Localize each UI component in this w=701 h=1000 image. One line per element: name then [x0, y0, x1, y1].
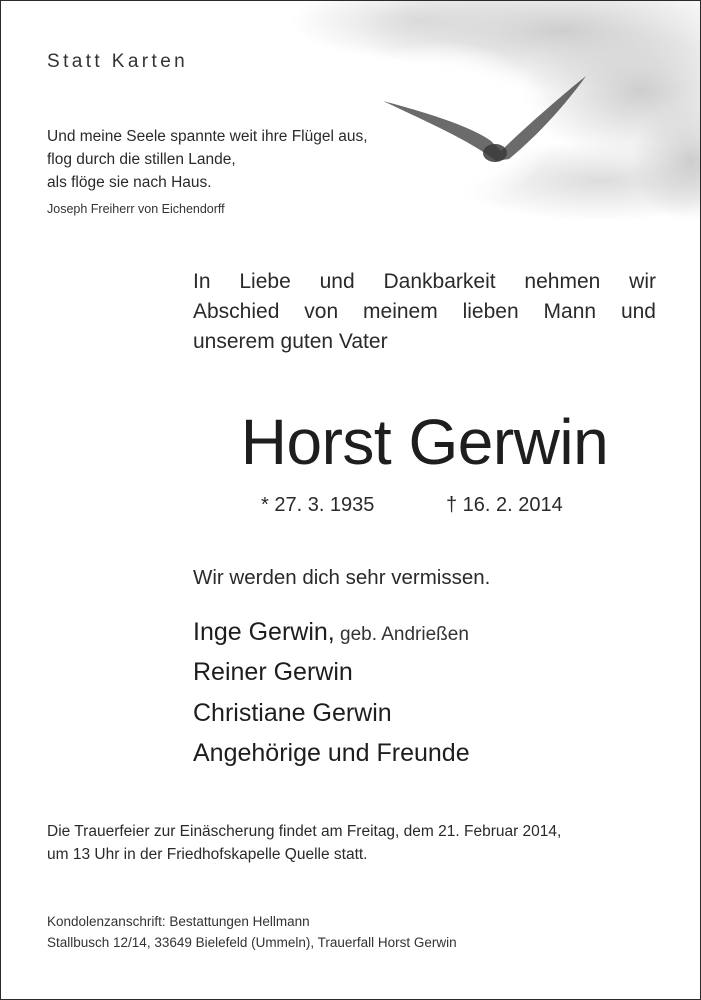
poem: [47, 125, 368, 194]
poem-line: flog durch die stillen Lande,: [47, 151, 236, 168]
mourner-name: Reiner Gerwin: [193, 658, 353, 686]
farewell-text: Wir werden dich sehr vermissen.: [193, 566, 491, 589]
intro-text: [193, 267, 656, 357]
condolence-address: [47, 911, 457, 953]
condolence-line: Stallbusch 12/14, 33649 Bielefeld (Ummeln), Trauerfall Horst Gerwin: [47, 935, 457, 950]
mourner-entry: [193, 658, 353, 687]
poem-line: Und meine Seele spannte weit ihre Flügel aus,: [47, 128, 368, 145]
mourner-name: Christiane Gerwin: [193, 699, 392, 727]
death-date: † 16. 2. 2014: [446, 494, 563, 516]
mourner-entry: [193, 739, 470, 768]
mourner-name: Angehörige und Freunde: [193, 739, 470, 767]
mourner-entry: [193, 699, 392, 728]
poem-author: Joseph Freiherr von Eichendorff: [47, 202, 225, 216]
service-info: [47, 820, 561, 866]
deceased-name: [1, 405, 700, 479]
service-line: um 13 Uhr in der Friedhofskapelle Quelle statt.: [47, 846, 368, 863]
deceased-name-text: Horst Gerwin: [240, 406, 609, 478]
service-line: Die Trauerfeier zur Einäscherung findet am Freitag, dem 21. Februar 2014,: [47, 823, 562, 840]
header-statt-karten: Statt Karten: [47, 51, 189, 72]
condolence-line: Kondolenzanschrift: Bestattungen Hellmann: [47, 914, 310, 929]
mourner-entry: [193, 618, 469, 647]
mourner-note: geb. Andrießen: [334, 624, 469, 645]
birth-date: * 27. 3. 1935: [261, 494, 375, 516]
intro-line: In Liebe und Dankbarkeit nehmen wir: [193, 270, 656, 293]
intro-line: unserem guten Vater: [193, 330, 388, 353]
intro-line: Abschied von meinem lieben Mann und: [193, 300, 656, 323]
mourner-name: Inge Gerwin,: [193, 618, 335, 646]
poem-line: als flöge sie nach Haus.: [47, 174, 212, 191]
